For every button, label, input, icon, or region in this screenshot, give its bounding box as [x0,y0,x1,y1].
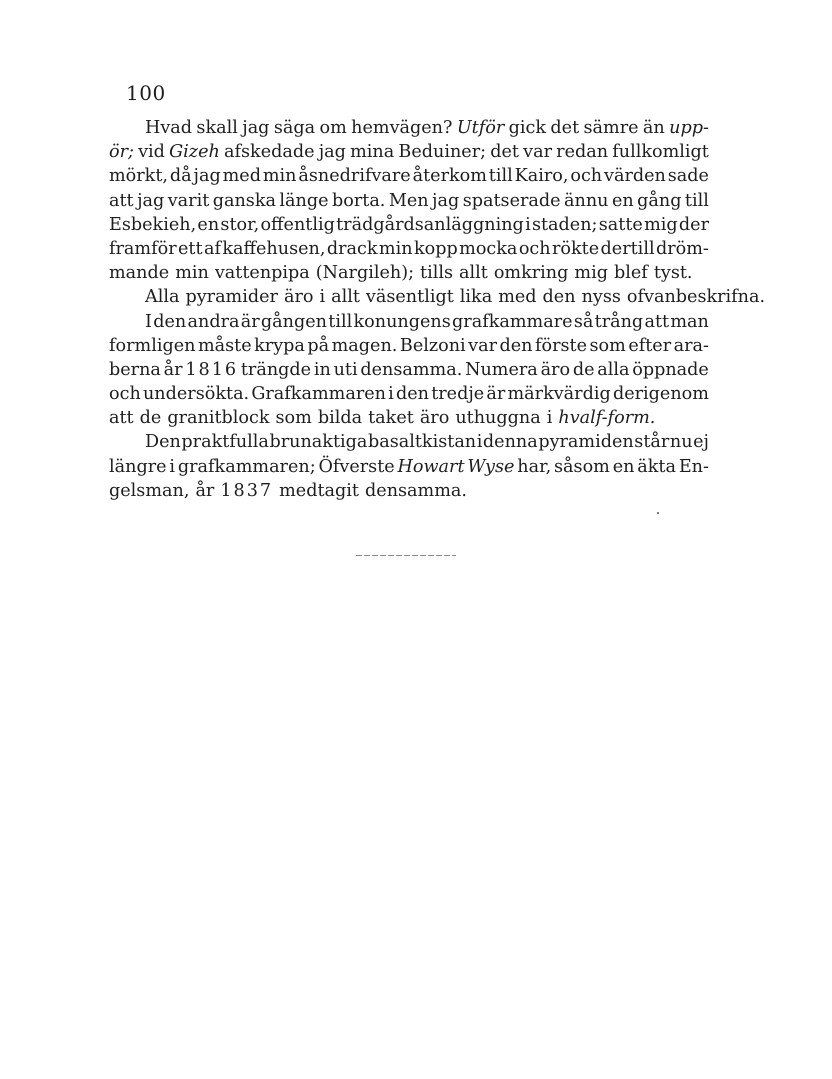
text-segment: gången [260,311,328,332]
text-segment: min [262,166,297,187]
text-segment: tills [420,263,453,284]
text-line [109,358,709,382]
text-segment: såsom [554,456,610,477]
text-segment: medtagit [279,480,360,501]
text-segment: mina [350,142,395,163]
text-segment: att [109,408,134,429]
text-segment: måste [197,335,252,356]
text-line [109,406,709,430]
section-divider [356,555,456,556]
text-segment: andra [187,311,240,332]
text-segment: ännu [564,190,609,211]
text-segment: i [525,214,531,235]
text-segment: öppnade [632,359,709,380]
text-segment: den [542,287,576,308]
text-segment: ör; [109,142,134,163]
text-segment: upp- [669,118,709,138]
text-segment: (Nargileh); [315,263,415,284]
text-segment: äkta [637,456,676,477]
text-segment: tyst. [653,263,693,284]
text-segment: 1816 [185,359,239,380]
text-segment: det [490,142,519,163]
text-segment: satte [598,214,643,235]
text-segment: omkring [493,263,569,284]
text-segment: I [145,311,152,332]
text-segment: då [169,166,192,187]
text-segment: den [153,311,187,332]
text-segment: gelsman, [109,480,190,501]
text-segment: brunaktiga [269,432,368,453]
text-segment: min [378,238,413,259]
text-segment: äro [419,408,450,429]
text-segment: har, [517,456,552,477]
text-segment: densamma. [360,359,463,380]
text-segment: äro [540,359,571,380]
text-segment: mande [109,263,170,284]
text-segment: trädgårdsanläggning [336,214,524,235]
text-segment: om [319,118,347,138]
text-segment: derigenom [612,384,709,405]
text-segment: äro [283,287,314,308]
text-segment: staden; [531,214,598,235]
text-segment: i [476,432,483,453]
text-segment: dertill [600,238,655,259]
text-segment: vid [138,142,165,163]
text-segment: taket [368,408,414,429]
text-segment: der [678,214,709,235]
text-segment: basaltkistan [367,432,477,453]
text-segment: mörkt, [109,166,169,187]
text-segment: till [488,166,513,187]
text-segment: längre [109,456,167,477]
text-segment: mocka [459,238,518,259]
text-segment: fullkomligt [612,142,709,163]
text-segment: var [468,335,498,356]
text-segment: pyramider [185,287,278,308]
text-segment: magen. [331,335,398,356]
text-segment: allt [331,287,360,308]
text-segment: redan [556,142,609,163]
text-segment: tredje [431,384,485,405]
text-segment: varit [167,190,210,211]
text-segment: den [499,335,533,356]
text-segment: krypa [254,335,305,356]
text-segment: denna [482,432,538,453]
text-segment: stor, [220,214,260,235]
text-segment: de [139,408,162,429]
text-segment: i [319,287,326,308]
text-segment: uthuggna [455,408,541,429]
text-segment: de [572,359,595,380]
text-segment: Belzoni [399,335,466,356]
text-segment: jag [193,166,221,187]
text-segment: drack [326,238,378,259]
text-line [109,189,709,213]
text-segment: Grafkammaren [251,384,386,405]
text-segment: säga [273,118,316,138]
text-line [109,455,709,479]
text-segment: Esbekieh, [109,214,197,235]
text-segment: 1837 [220,480,274,501]
text-line [109,285,766,309]
text-segment: jag [242,118,270,138]
text-segment: grafkammaren; [177,456,316,477]
text-segment: sämre [583,118,639,138]
text-segment: afskedade [224,142,315,163]
text-segment: mig [574,263,608,284]
text-segment: en [612,456,635,477]
text-line [109,164,709,188]
text-line [109,382,709,406]
text-segment: år [195,480,215,501]
text-segment: en [611,190,634,211]
text-line [109,479,709,503]
text-segment: med [222,166,261,187]
text-segment: granitblock [167,408,270,429]
text-segment: än [642,118,665,138]
text-segment: förste [535,335,588,356]
text-segment: af [203,238,221,259]
text-segment: sade [667,166,709,187]
text-segment: trängde [240,359,312,380]
text-segment: bilda [317,408,363,429]
text-segment: Kairo, [514,166,569,187]
text-segment: lika [459,287,493,308]
text-segment: in [313,359,331,380]
text-line [109,430,709,454]
text-segment: år [163,359,183,380]
text-segment: Alla [145,287,180,308]
text-line [109,237,709,261]
text-segment: i [169,456,176,477]
text-segment: som [589,335,626,356]
text-line [109,261,709,285]
text-segment: med [498,287,537,308]
text-segment: trång [594,311,644,332]
text-segment: ganska [212,190,276,211]
text-segment: offentlig [260,214,335,235]
text-segment: står [634,432,670,453]
text-segment: blef [613,263,648,284]
text-segment: i [546,408,553,429]
text-segment: pyramiden [538,432,634,453]
text-segment: spatserade [462,190,561,211]
text-segment: är [486,384,506,405]
page-number: 100 [126,81,166,105]
text-segment: ara- [673,335,709,356]
text-segment: alla [597,359,630,380]
text-segment: kaffehusen, [222,238,326,259]
text-segment: till [328,311,353,332]
text-segment: den [395,384,429,405]
text-segment: undersökta. [142,384,250,405]
text-segment: till [684,190,709,211]
text-line [109,116,709,140]
text-segment: hemvägen? [351,118,453,138]
text-segment: väsentligt [365,287,454,308]
body-text [109,116,766,503]
text-segment: gick [508,118,547,138]
text-segment: vattenpipa [214,263,310,284]
text-segment: rökte [551,238,600,259]
text-segment: ej [693,432,709,453]
text-segment: densamma. [365,480,467,501]
text-line [109,213,709,237]
text-segment: man [670,311,709,332]
text-segment: är [240,311,260,332]
text-segment: Öfverste [318,456,395,477]
text-segment: och [109,384,141,405]
text-segment: ett [178,238,203,259]
text-segment: konungens [353,311,451,332]
text-segment: jag [432,190,460,211]
text-segment: berna [109,359,161,380]
text-segment: Men [388,190,429,211]
text-segment: nyss [581,287,621,308]
text-segment: länge [279,190,329,211]
text-segment: att [109,190,134,211]
text-segment: var [523,142,552,163]
text-line [109,140,709,164]
text-line [109,310,709,334]
text-segment: Howart [397,456,465,477]
text-segment: åsnedrifvare [298,166,411,187]
text-segment: borta. [331,190,386,211]
text-segment: jag [318,142,346,163]
text-line [109,334,709,358]
text-segment: Gizeh [169,142,220,163]
text-segment: framför [109,238,177,259]
text-segment: och [518,238,551,259]
text-segment: gång [637,190,682,211]
text-segment: en [197,214,220,235]
text-segment: skall [196,118,238,138]
text-segment: och [570,166,603,187]
text-segment: att [644,311,670,332]
text-segment: märkvärdig [507,384,611,405]
text-segment: dröm- [655,238,709,259]
text-segment: hvalf-form. [558,408,656,429]
text-segment: Beduiner; [398,142,487,163]
text-segment: mig [644,214,678,235]
text-segment: nu [669,432,693,453]
text-segment: Wyse [467,456,515,477]
text-segment: En- [678,456,709,477]
text-segment: på [307,335,330,356]
text-segment: formligen [109,335,196,356]
text-segment: i [388,384,394,405]
text-segment: Den [145,432,181,453]
text-segment: som [275,408,312,429]
text-segment: uti [333,359,358,380]
text-segment: ofvanbeskrifna. [626,287,766,308]
text-segment: återkom [412,166,487,187]
text-segment: allt [459,263,488,284]
text-segment: efter [628,335,672,356]
text-segment: grafkammare [452,311,573,332]
text-segment: Utför [456,118,505,138]
print-speck [657,512,659,514]
text-segment: Hvad [145,118,193,138]
text-segment: Numera [465,359,538,380]
text-segment: värden [604,166,666,187]
text-segment: praktfulla [181,432,269,453]
text-segment: jag [137,190,165,211]
text-segment: det [550,118,580,138]
text-segment: min [175,263,209,284]
text-segment: så [573,311,594,332]
text-segment: kopp [413,238,458,259]
